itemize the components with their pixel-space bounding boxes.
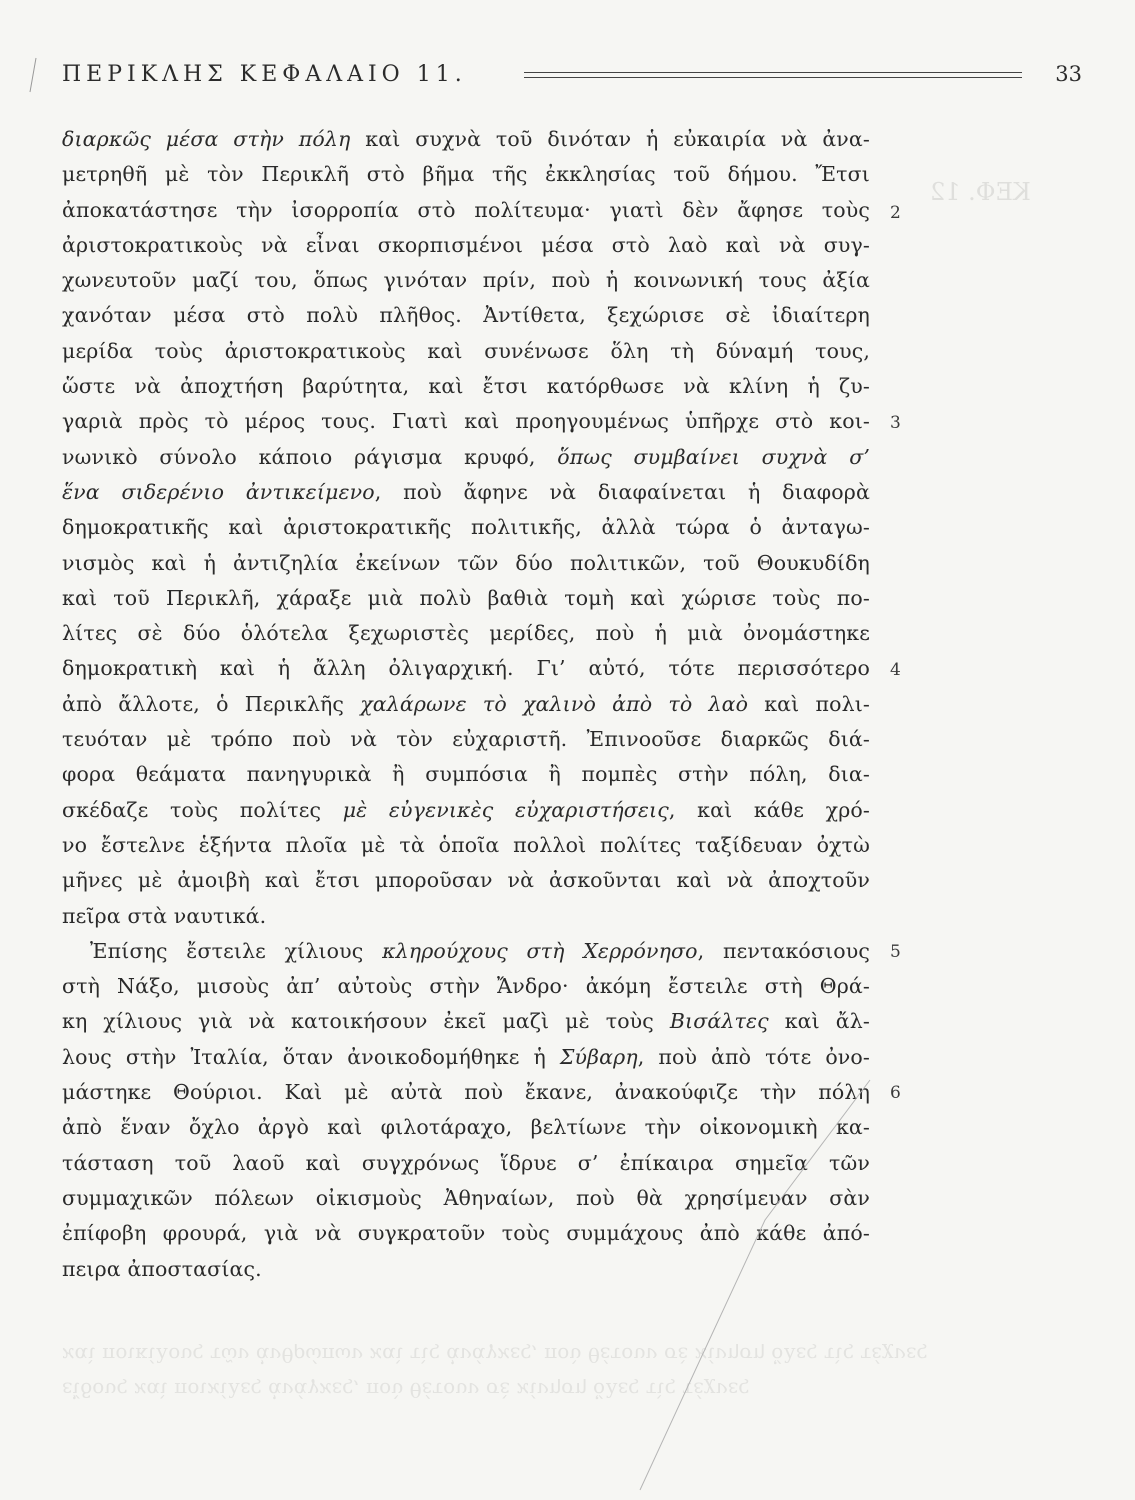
- text-line: ὥστε νὰ ἀποχτήση βαρύτητα, καὶ ἔτσι κατόρθωσε νὰ κλίνη ἡ ζυ-: [62, 374, 870, 399]
- text-line: ἀριστοκρατικοὺς νὰ εἶναι σκορπισμένοι μέσα στὸ λαὸ καὶ νὰ συγ-: [62, 232, 870, 257]
- text-line: [62, 122, 870, 157]
- text-line: τευόταν μὲ τρόπο ποὺ νὰ τὸν εὐχαριστῆ. Ἐπινοοῦσε διαρκῶς διά-: [62, 727, 870, 752]
- text-span: κη χίλιους γιὰ νὰ κατοικήσουν ἐκεῖ μαζὶ μὲ τοὺς: [62, 1009, 670, 1034]
- main-text: [62, 122, 870, 1287]
- text-line: τάσταση τοῦ λαοῦ καὶ συγχρόνως ἵδρυε σ’ ἐπίκαιρα σημεῖα τῶν: [62, 1150, 870, 1175]
- italic-phrase: ἕνα σιδερένιο ἀντικείμενο: [62, 479, 375, 504]
- text-line: [62, 475, 870, 510]
- text-line: μετρηθῆ μὲ τὸν Περικλῆ στὸ βῆμα τῆς ἐκκλησίας τοῦ δήμου. Ἔτσι: [62, 162, 870, 187]
- italic-phrase: χαλάρωνε τὸ χαλινὸ ἀπὸ τὸ λαὸ: [360, 691, 749, 716]
- text-line: [62, 440, 870, 475]
- header-rule: [524, 77, 1022, 78]
- text-line: ἀπὸ ἕναν ὄχλο ἀργὸ καὶ φιλοτάραχο, βελτίωνε τὴν οἰκονομικὴ κα-: [62, 1115, 870, 1140]
- text-span: , ποὺ ἀπὸ τότε ὀνο-: [637, 1044, 870, 1069]
- text-line: [62, 934, 870, 969]
- text-line: [62, 687, 870, 722]
- text-line: ἀποκατάστησε τὴν ἰσορροπία στὸ πολίτευμα· γιατὶ δὲν ἄφησε τοὺς: [62, 197, 870, 222]
- text-span: , ποὺ ἄφηνε νὰ διαφαίνεται ἡ διαφορὰ: [374, 479, 870, 504]
- text-span: καὶ ἄλ-: [768, 1009, 870, 1034]
- text-span: , καὶ κάθε χρό-: [668, 797, 870, 822]
- text-span: λους στὴν Ἰταλία, ὅταν ἀνοικοδομήθηκε ἡ: [62, 1044, 560, 1069]
- italic-phrase: Σύβαρη: [559, 1044, 638, 1069]
- text-line: δημοκρατικὴ καὶ ἡ ἄλλη ὀλιγαρχική. Γι’ αὐτό, τότε περισσότερο: [62, 656, 870, 681]
- text-span: σκέδαζε τοὺς πολίτες: [62, 797, 343, 822]
- text-line: γαριὰ πρὸς τὸ μέρος τους. Γιατὶ καὶ προηγουμένως ὑπῆρχε στὸ κοι-: [62, 409, 870, 434]
- bleed-through-line: εἴδους ϰαὶ ποιϰίλες ἀνάγϰες, ποὺ θέτουν σὲ ϰίνηση ὅλες τὶς τέχνες: [62, 1378, 750, 1402]
- margin-section-number: 2: [890, 203, 901, 223]
- text-line: [62, 1040, 870, 1075]
- text-line: ἐπίφοβη φρουρά, γιὰ νὰ συγκρατοῦν τοὺς συμμάχους ἀπὸ κάθε ἀπό-: [62, 1221, 870, 1246]
- text-line: [62, 1004, 870, 1039]
- text-line: μερίδα τοὺς ἀριστοκρατικοὺς καὶ συνένωσε ὅλη τὴ δύναμή τους,: [62, 338, 870, 363]
- italic-phrase: Βισάλτες: [669, 1009, 769, 1034]
- text-span: καὶ πολι-: [748, 691, 871, 716]
- text-line: φορα θεάματα πανηγυρικὰ ἢ συμπόσια ἢ πομπὲς στὴν πόλη, δια-: [62, 762, 870, 787]
- bleed-through-line: ϰαὶ ποικίλους τῶν ἀνθρώπων ϰαὶ τὶς ἀνάγϰες, ποὺ θέτουν σὲ ϰίνηση ὅλες τὶς τέχνες: [62, 1343, 928, 1367]
- text-line: μάστηκε Θούριοι. Καὶ μὲ αὐτὰ ποὺ ἔκανε, ἀνακούφιζε τὴν πόλη: [62, 1080, 870, 1105]
- header-rule: [524, 72, 1022, 73]
- text-line: καὶ τοῦ Περικλῆ, χάραξε μιὰ πολὺ βαθιὰ τομὴ καὶ χώρισε τοὺς πο-: [62, 585, 870, 610]
- text-line: νο ἔστελνε ἑξήντα πλοῖα μὲ τὰ ὁποῖα πολλοὶ πολίτες ταξίδευαν ὀχτὼ: [62, 832, 870, 857]
- margin-section-number: 4: [890, 660, 901, 680]
- text-line: [62, 793, 870, 828]
- text-line: λίτες σὲ δύο ὁλότελα ξεχωριστὲς μερίδες, ποὺ ἡ μιὰ ὀνομάστηκε: [62, 621, 870, 646]
- margin-section-number: 6: [890, 1083, 901, 1103]
- bleed-through-header: ΚΕΦ. 12: [930, 178, 1031, 206]
- page-number: 33: [1055, 62, 1082, 86]
- italic-phrase: ὅπως συμβαίνει συχνὰ σ’: [557, 444, 870, 469]
- margin-section-number: 5: [890, 942, 901, 962]
- margin-section-number: 3: [890, 413, 901, 433]
- running-title: ΠΕΡΙΚΛΗΣ ΚΕΦΑΛΑΙΟ 11.: [62, 62, 467, 87]
- text-line: στὴ Νάξο, μισοὺς ἀπ’ αὐτοὺς στὴν Ἄνδρο· ἀκόμη ἔστειλε στὴ Θρά-: [62, 974, 870, 999]
- text-line: χανόταν μέσα στὸ πολὺ πλῆθος. Ἀντίθετα, ξεχώρισε σὲ ἰδιαίτερη: [62, 303, 870, 328]
- text-line: νισμὸς καὶ ἡ ἀντιζηλία ἐκείνων τῶν δύο πολιτικῶν, τοῦ Θουκυδίδη: [62, 550, 870, 575]
- text-span: ἀπὸ ἄλλοτε, ὁ Περικλῆς: [62, 691, 361, 716]
- italic-phrase: διαρκῶς μέσα στὴν πόλη: [62, 127, 351, 151]
- running-header: [62, 62, 1082, 102]
- text-line: χωνευτοῦν μαζί του, ὅπως γινόταν πρίν, ποὺ ἡ κοινωνική τους ἀξία: [62, 268, 870, 293]
- text-line: πειρα ἀποστασίας.: [62, 1256, 262, 1281]
- text-span: Ἐπίσης ἔστειλε χίλιους: [90, 938, 383, 963]
- text-line: πεῖρα στὰ ναυτικά.: [62, 903, 267, 928]
- italic-phrase: μὲ εὐγενικὲς εὐχαριστήσεις: [342, 797, 669, 822]
- text-line: δημοκρατικῆς καὶ ἀριστοκρατικῆς πολιτικῆς, ἀλλὰ τώρα ὁ ἀνταγω-: [62, 515, 870, 540]
- italic-phrase: κληρούχους στὴ Χερρόνησο: [382, 938, 698, 963]
- text-line: μῆνες μὲ ἀμοιβὴ καὶ ἔτσι μποροῦσαν νὰ ἀσκοῦνται καὶ νὰ ἀποχτοῦν: [62, 868, 870, 893]
- text-span: , πεντακόσιους: [697, 938, 870, 963]
- text-span: καὶ συχνὰ τοῦ δινόταν ἡ εὐκαιρία νὰ ἀνα-: [350, 127, 870, 151]
- text-line: συμμαχικῶν πόλεων οἰκισμοὺς Ἀθηναίων, ποὺ θὰ χρησίμευαν σὰν: [62, 1185, 870, 1210]
- text-span: νωνικὸ σύνολο κάποιο ράγισμα κρυφό,: [62, 444, 558, 469]
- pencil-stroke: [30, 58, 36, 92]
